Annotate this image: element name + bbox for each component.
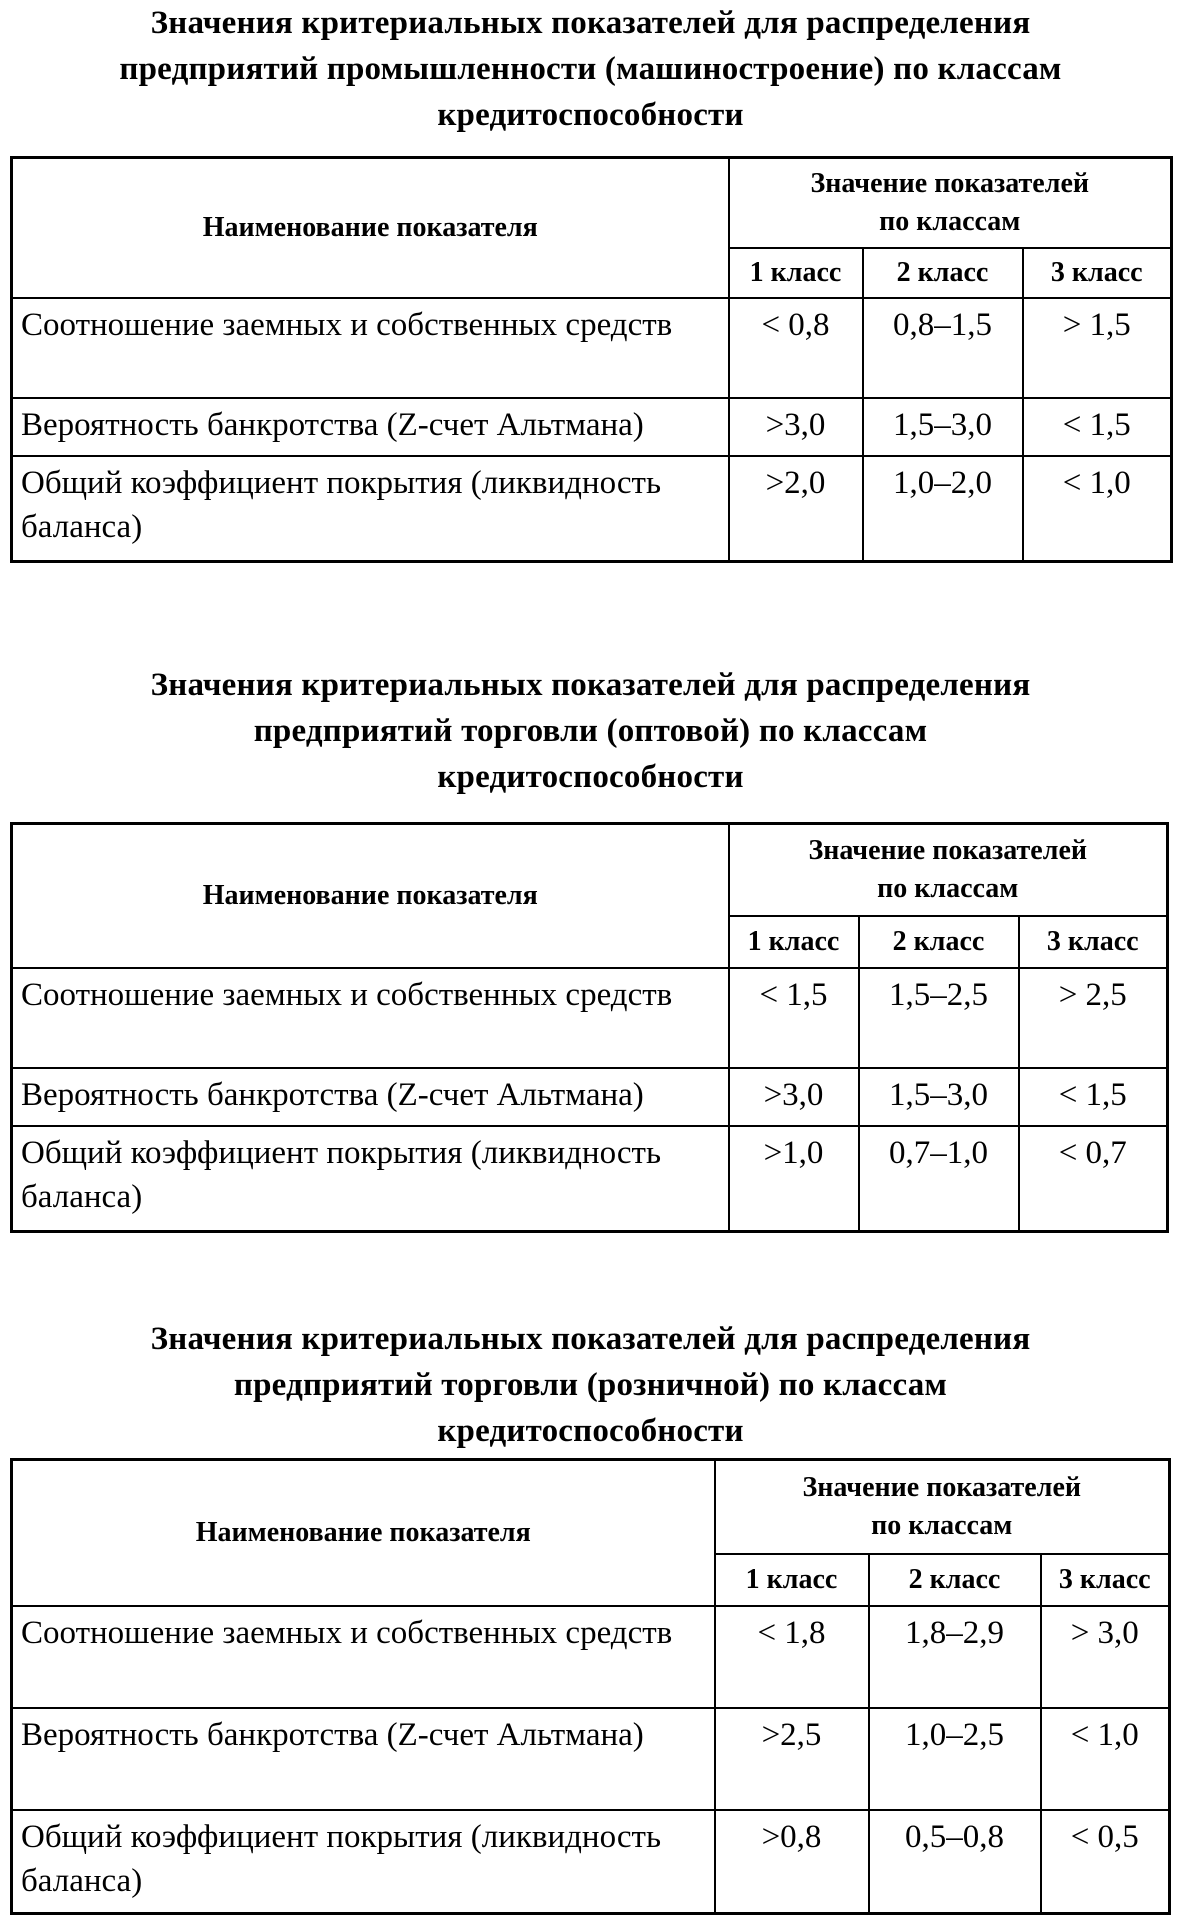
indicator-name: Соотношение заемных и собственных средств bbox=[12, 1606, 715, 1708]
class-1-value: >1,0 bbox=[729, 1126, 859, 1232]
criteria-table-machinery bbox=[10, 156, 1173, 563]
title-line: Значения критериальных показателей для распределения bbox=[150, 5, 1031, 41]
title-line: кредитоспособности bbox=[437, 97, 744, 133]
title-line: кредитоспособности bbox=[437, 1413, 744, 1449]
header-class-1: 1 класс bbox=[729, 248, 863, 298]
table-row bbox=[12, 1606, 1170, 1708]
header-class-values bbox=[729, 824, 1168, 916]
header-line: Значение показателей bbox=[802, 1471, 1082, 1503]
class-2-value: 0,5–0,8 bbox=[869, 1810, 1041, 1914]
header-line: по классам bbox=[879, 205, 1021, 237]
indicator-name: Соотношение заемных и собственных средств bbox=[12, 968, 729, 1068]
class-2-value: 1,5–3,0 bbox=[863, 398, 1023, 456]
title-line: предприятий торговли (розничной) по классам bbox=[233, 1367, 948, 1403]
indicator-name: Общий коэффициент покрытия (ликвидность баланса) bbox=[12, 1126, 729, 1232]
table-title bbox=[0, 1316, 1181, 1454]
class-2-value: 1,0–2,0 bbox=[863, 456, 1023, 562]
class-1-value: >0,8 bbox=[715, 1810, 869, 1914]
class-2-value: 0,8–1,5 bbox=[863, 298, 1023, 398]
table-row bbox=[12, 298, 1172, 398]
class-3-value: > 1,5 bbox=[1023, 298, 1172, 398]
header-line: по классам bbox=[877, 872, 1019, 904]
table-row bbox=[12, 398, 1172, 456]
class-3-value: < 0,7 bbox=[1019, 1126, 1168, 1232]
indicator-name: Общий коэффициент покрытия (ликвидность баланса) bbox=[12, 456, 729, 562]
header-class-2: 2 класс bbox=[869, 1554, 1041, 1606]
header-line: по классам bbox=[871, 1509, 1013, 1541]
table-row bbox=[12, 456, 1172, 562]
title-line: Значения критериальных показателей для распределения bbox=[150, 1321, 1031, 1357]
class-3-value: < 1,0 bbox=[1023, 456, 1172, 562]
criteria-table-retail bbox=[10, 1458, 1171, 1915]
class-3-value: < 0,5 bbox=[1041, 1810, 1170, 1914]
table-title bbox=[0, 662, 1181, 800]
indicator-name: Вероятность банкротства (Z-счет Альтмана) bbox=[12, 1708, 715, 1810]
class-3-value: > 2,5 bbox=[1019, 968, 1168, 1068]
class-3-value: > 3,0 bbox=[1041, 1606, 1170, 1708]
table-row bbox=[12, 968, 1168, 1068]
class-3-value: < 1,5 bbox=[1023, 398, 1172, 456]
header-class-3: 3 класс bbox=[1023, 248, 1172, 298]
title-line: предприятий торговли (оптовой) по классам bbox=[253, 713, 928, 749]
table-row bbox=[12, 1126, 1168, 1232]
indicator-name: Общий коэффициент покрытия (ликвидность баланса) bbox=[12, 1810, 715, 1914]
class-1-value: < 1,5 bbox=[729, 968, 859, 1068]
class-3-value: < 1,0 bbox=[1041, 1708, 1170, 1810]
header-class-2: 2 класс bbox=[863, 248, 1023, 298]
header-class-2: 2 класс bbox=[859, 916, 1019, 968]
table-title bbox=[0, 0, 1181, 138]
criteria-table-wholesale bbox=[10, 822, 1169, 1233]
header-class-1: 1 класс bbox=[729, 916, 859, 968]
header-class-values bbox=[715, 1460, 1170, 1554]
table-row bbox=[12, 1068, 1168, 1126]
class-2-value: 0,7–1,0 bbox=[859, 1126, 1019, 1232]
header-indicator-name: Наименование показателя bbox=[12, 158, 729, 298]
class-2-value: 1,8–2,9 bbox=[869, 1606, 1041, 1708]
table-row bbox=[12, 1708, 1170, 1810]
class-1-value: >2,0 bbox=[729, 456, 863, 562]
class-2-value: 1,5–2,5 bbox=[859, 968, 1019, 1068]
header-class-1: 1 класс bbox=[715, 1554, 869, 1606]
class-1-value: >2,5 bbox=[715, 1708, 869, 1810]
indicator-name: Вероятность банкротства (Z-счет Альтмана) bbox=[12, 398, 729, 456]
header-class-3: 3 класс bbox=[1041, 1554, 1170, 1606]
header-line: Значение показателей bbox=[810, 167, 1090, 199]
class-1-value: < 0,8 bbox=[729, 298, 863, 398]
header-indicator-name: Наименование показателя bbox=[12, 824, 729, 968]
class-2-value: 1,5–3,0 bbox=[859, 1068, 1019, 1126]
class-2-value: 1,0–2,5 bbox=[869, 1708, 1041, 1810]
class-1-value: >3,0 bbox=[729, 1068, 859, 1126]
header-class-3: 3 класс bbox=[1019, 916, 1168, 968]
title-line: Значения критериальных показателей для распределения bbox=[150, 667, 1031, 703]
title-line: кредитоспособности bbox=[437, 759, 744, 795]
class-1-value: < 1,8 bbox=[715, 1606, 869, 1708]
title-line: предприятий промышленности (машиностроение) по классам bbox=[119, 51, 1062, 87]
class-3-value: < 1,5 bbox=[1019, 1068, 1168, 1126]
header-indicator-name: Наименование показателя bbox=[12, 1460, 715, 1606]
indicator-name: Соотношение заемных и собственных средств bbox=[12, 298, 729, 398]
indicator-name: Вероятность банкротства (Z-счет Альтмана) bbox=[12, 1068, 729, 1126]
table-row bbox=[12, 1810, 1170, 1914]
class-1-value: >3,0 bbox=[729, 398, 863, 456]
header-class-values bbox=[729, 158, 1172, 248]
header-line: Значение показателей bbox=[808, 834, 1088, 866]
